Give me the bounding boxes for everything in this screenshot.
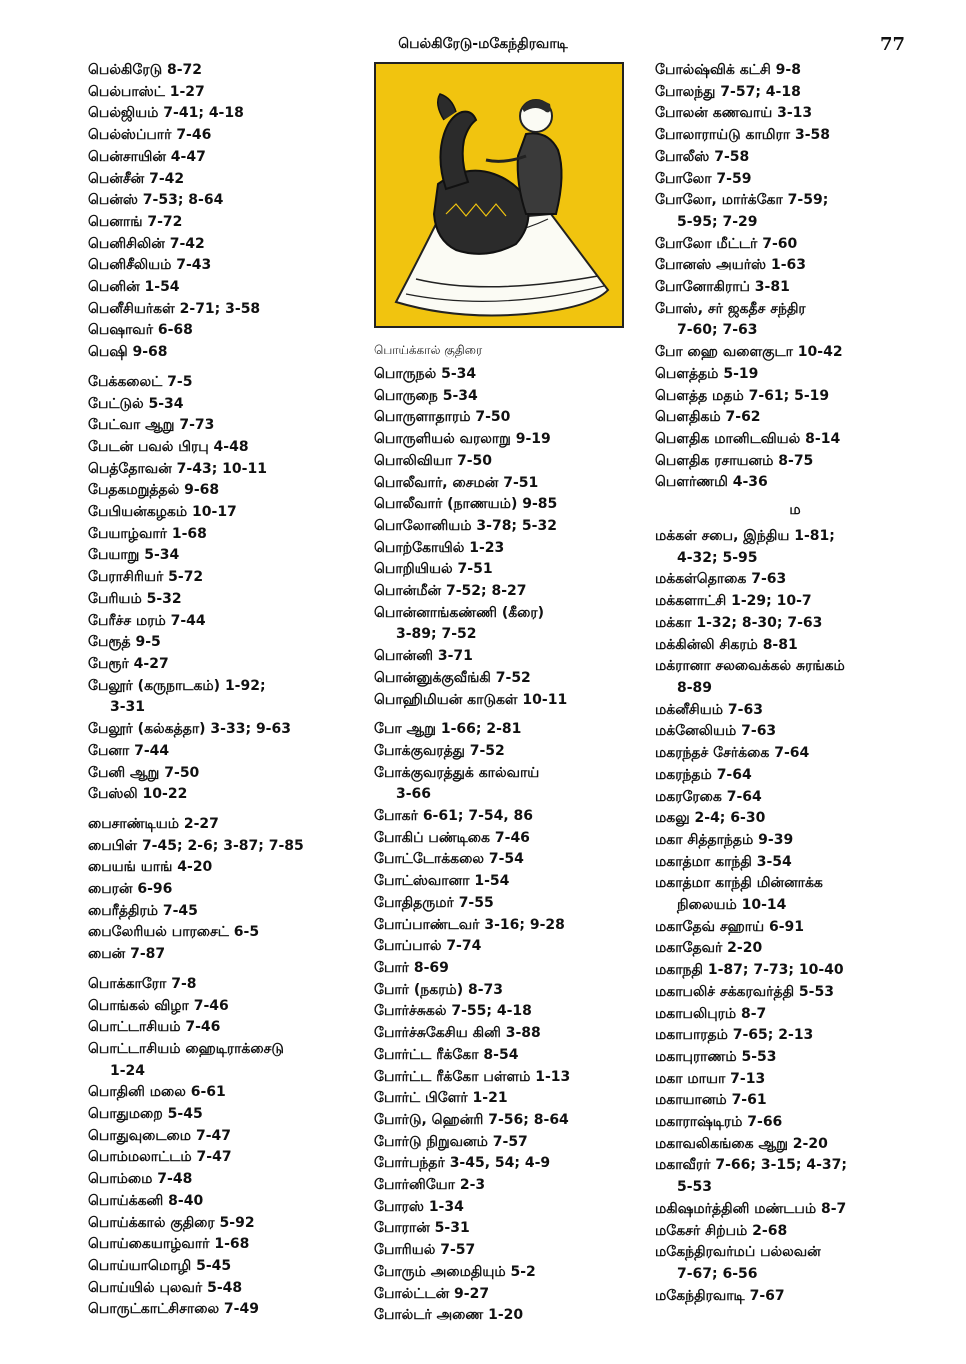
index-entry: பொய்யில் புலவர் 5-48: [88, 1279, 243, 1296]
index-entry: பொதினி மலை 6-61: [88, 1084, 226, 1101]
index-entry: போப்பால் 7-74: [374, 938, 482, 955]
index-entry: பௌதிகம் 7-62: [655, 409, 761, 426]
index-entry: போக்குவரத்துக் கால்வாய்: [374, 764, 540, 781]
index-entry: பைசாண்டியம் 2-27: [88, 815, 219, 832]
index-entry: போர்னியோ 2-3: [374, 1177, 486, 1194]
index-entry: மக்கள்தொகை 7-63: [655, 571, 787, 588]
index-entry: பொலீவார், சைமன் 7-51: [374, 474, 539, 491]
index-entry: பொருநை 5-34: [374, 387, 478, 404]
index-entry: மகரரேகை 7-64: [655, 788, 762, 805]
index-entry: பொற்கோயில் 1-23: [374, 539, 505, 556]
index-entry-continuation: 1-24: [110, 1062, 146, 1079]
index-entry: மகரந்தச் சேர்க்கை 7-64: [655, 745, 810, 762]
index-entry: மகலு 2-4; 6-30: [655, 810, 766, 827]
index-entry: பெனிசீலியம் 7-43: [88, 257, 212, 274]
index-entry: மகாவீரர் 7-66; 3-15; 4-37;: [655, 1157, 848, 1174]
index-entry: பேயாழ்வார் 1-68: [88, 525, 207, 542]
entry-group: [88, 974, 378, 1321]
index-entry: போரியல் 7-57: [374, 1242, 476, 1259]
index-entry: பைன் 7-87: [88, 946, 166, 963]
index-entry: பெல்கிரேடு 8-72: [88, 62, 202, 78]
index-entry: போர்ட்ட ரீக்கோ 8-54: [374, 1046, 519, 1063]
index-entry: போர்டு நிறுவனம் 7-57: [374, 1133, 528, 1150]
index-entry: மகேந்திரவர்மப் பல்லவன்: [655, 1244, 821, 1261]
index-entry: பொய்யாமொழி 5-45: [88, 1257, 232, 1274]
illustration-hobby-horse: [374, 62, 624, 328]
index-entry: பொஹிமியன் காடுகள் 10-11: [374, 691, 568, 708]
index-entry: போனோகிராப் 3-81: [655, 279, 790, 296]
index-entry: பேலூர் (கருநாடகம்) 1-92;: [88, 677, 266, 694]
index-entry: பேரூத் 9-5: [88, 634, 161, 651]
group-gap: [88, 966, 378, 974]
index-entry: போர்ச்சுகல் 7-55; 4-18: [374, 1003, 532, 1020]
index-entry: போக்குவரத்து 7-52: [374, 742, 505, 759]
index-entry: பெனாங் 7-72: [88, 213, 183, 230]
index-entry: பொறியியல் 7-51: [374, 561, 493, 578]
index-entry: மக்கள் சபை, இந்திய 1-81;: [655, 528, 835, 545]
index-entry: பொன்னி 3-71: [374, 648, 473, 665]
index-entry: போலாராய்டு காமிரா 3-58: [655, 127, 831, 144]
index-entry: போ ஆறு 1-66; 2-81: [374, 721, 522, 738]
index-entry: போர்பந்தர் 3-45, 54; 4-9: [374, 1155, 551, 1172]
index-entry: மக்னேலியம் 7-63: [655, 723, 777, 740]
index-entry: மகாராஷ்டிரம் 7-66: [655, 1114, 783, 1131]
index-entry: பௌத்தம் 5-19: [655, 365, 759, 382]
index-entry-continuation: 3-31: [110, 699, 146, 716]
index-entry: பென்சாயின் 4-47: [88, 148, 206, 165]
index-entry: போர் (நகரம்) 8-73: [374, 981, 504, 998]
entry-group: [88, 372, 378, 806]
section-letter-heading: ம: [789, 502, 801, 519]
index-entry: போர்ட்ட ரீக்கோ பள்ளம் 1-13: [374, 1068, 571, 1085]
index-entry: போலீஸ் 7-58: [655, 148, 750, 165]
index-entry: போர்ச்சுகேசிய கினி 3-88: [374, 1025, 541, 1042]
index-entry: மகா மாயா 7-13: [655, 1070, 766, 1087]
index-entry-continuation: 7-60; 7-63: [677, 322, 758, 339]
index-entry: மகிஷமர்த்தினி மண்டபம் 8-7: [655, 1200, 847, 1217]
index-entry: போதிதருமர் 7-55: [374, 894, 494, 911]
index-entry: பௌத்த மதம் 7-61; 5-19: [655, 387, 830, 404]
index-entry: பௌர்ணமி 4-36: [655, 474, 768, 491]
index-entry-continuation: 3-66: [396, 786, 432, 803]
index-entry: பொக்காரோ 7-8: [88, 975, 197, 992]
index-entry: பென்சீன் 7-42: [88, 170, 185, 187]
index-entry: பேனி ஆறு 7-50: [88, 764, 200, 781]
index-column-left: [88, 60, 378, 1321]
index-entry: மகாநதி 1-87; 7-73; 10-40: [655, 962, 844, 979]
index-entry: மகாத்மா காந்தி 3-54: [655, 853, 792, 870]
index-entry: மக்கா 1-32; 8-30; 7-63: [655, 614, 823, 631]
index-entry: பெத்தோவன் 7-43; 10-11: [88, 460, 267, 477]
entry-group: [655, 526, 935, 1307]
index-entry: மக்ரானா சலவைக்கல் சுரங்கம்: [655, 658, 845, 675]
index-entry: பேனா 7-44: [88, 742, 170, 759]
index-entry: பேஸ்லி 10-22: [88, 786, 188, 803]
index-entry: பொம்மை 7-48: [88, 1171, 193, 1188]
index-entry: பேட்வா ஆறு 7-73: [88, 417, 215, 434]
index-entry: போட்டோக்கலை 7-54: [374, 851, 524, 868]
page-number: 77: [880, 34, 906, 55]
index-column-middle: [374, 60, 644, 1327]
index-entry: போல்ஷ்விக் கட்சி 9-8: [655, 62, 801, 78]
index-entry-continuation: 3-89; 7-52: [396, 626, 477, 643]
index-entry: பொதுமறை 5-45: [88, 1106, 203, 1123]
index-entry: மகாதேவ் சஹாய் 6-91: [655, 918, 805, 935]
index-entry: பேடன் பவல் பிரபு 4-48: [88, 438, 249, 455]
entry-group: [88, 60, 378, 364]
index-entry: பென்ஸ் 7-53; 8-64: [88, 192, 224, 209]
index-entry: மகாபலிச் சக்கரவர்த்தி 5-53: [655, 983, 834, 1000]
index-entry: பைலேரியல் பாரசைட் 6-5: [88, 924, 260, 941]
index-entry: போலோ 7-59: [655, 170, 752, 187]
index-entry: பெல்ஸ்ப்பார் 7-46: [88, 127, 212, 144]
index-entry: மகாதேவர் 2-20: [655, 940, 763, 957]
index-entry: பேக்கலைட் 7-5: [88, 373, 193, 390]
index-entry: போலோ மீட்டர் 7-60: [655, 235, 798, 252]
index-entry: போல்ட்டன் 9-27: [374, 1285, 490, 1302]
index-entry: மக்னீசியம் 7-63: [655, 701, 763, 718]
index-entry: பேபியன்கழகம் 10-17: [88, 504, 237, 521]
index-entry: பொருளாதாரம் 7-50: [374, 409, 511, 426]
index-entry-continuation: நிலையம் 10-14: [677, 897, 787, 914]
index-entry: பைரீத்திரம் 7-45: [88, 902, 198, 919]
index-entry: பொய்க்கால் குதிரை 5-92: [88, 1214, 255, 1231]
index-entry: பேரீச்ச மரம் 7-44: [88, 612, 206, 629]
index-entry: பெஷாவர் 6-68: [88, 322, 193, 339]
index-entry: போர்ட் பிளேர் 1-21: [374, 1090, 508, 1107]
index-entry: போ ஹை வளைகுடா 10-42: [655, 344, 843, 361]
index-entry: மகாபாரதம் 7-65; 2-13: [655, 1027, 814, 1044]
index-entry: பேட்டுல் 5-34: [88, 395, 184, 412]
index-entry: பொய்க்கனி 8-40: [88, 1192, 204, 1209]
index-entry: போட்ஸ்வானா 1-54: [374, 873, 510, 890]
entry-group: [655, 60, 935, 494]
index-entry: பொருட்காட்சிசாலை 7-49: [88, 1301, 259, 1318]
index-entry: பொருளியல் வரலாறு 9-19: [374, 431, 551, 448]
index-entry: மகரந்தம் 7-64: [655, 766, 752, 783]
index-entry: பெல்பாஸ்ட் 1-27: [88, 83, 205, 100]
index-entry: பேரியம் 5-32: [88, 590, 182, 607]
index-entry: மக்கின்லி சிகரம் 8-81: [655, 636, 798, 653]
index-entry: போலந்து 7-57; 4-18: [655, 83, 801, 100]
index-column-right: [655, 60, 935, 1307]
group-gap: [374, 711, 644, 719]
index-entry: பொருநல் 5-34: [374, 366, 477, 382]
dancer-illustration: [376, 64, 622, 326]
index-entry: பேராசிரியர் 5-72: [88, 569, 204, 586]
index-entry: போரஸ் 1-34: [374, 1198, 464, 1215]
index-entry: பொட்டாசியம் ஹைடிராக்சைடு: [88, 1040, 284, 1057]
index-entry-continuation: 7-67; 6-56: [677, 1265, 758, 1282]
index-entry-continuation: 5-53: [677, 1179, 713, 1196]
index-entry: பொய்கையாழ்வார் 1-68: [88, 1236, 250, 1253]
index-entry: பேரூர் 4-27: [88, 655, 169, 672]
index-entry: பொன்மீன் 7-52; 8-27: [374, 583, 527, 600]
index-entry: போல்டர் அணை 1-20: [374, 1307, 524, 1324]
index-entry: பௌதிக ரசாயனம் 8-75: [655, 452, 814, 469]
index-entry: பேயாறு 5-34: [88, 547, 180, 564]
index-entry: மகா சித்தாந்தம் 9-39: [655, 831, 794, 848]
index-entry: பெல்ஜியம் 7-41; 4-18: [88, 105, 244, 122]
figure-caption: பொய்க்கால் குதிரை: [374, 343, 483, 357]
index-entry: பெனீசியர்கள் 2-71; 3-58: [88, 300, 261, 317]
index-entry: பொலிவியா 7-50: [374, 452, 493, 469]
index-entry: பைபிள் 7-45; 2-6; 3-87; 7-85: [88, 837, 304, 854]
index-entry: பெஷி 9-68: [88, 344, 168, 361]
index-entry: போகர் 6-61; 7-54, 86: [374, 808, 534, 825]
group-gap: [88, 806, 378, 814]
index-entry: மகாபுராணம் 5-53: [655, 1048, 777, 1065]
running-head: பெல்கிரேடு-மகேந்திரவாடி: [398, 36, 568, 52]
entry-group: [88, 814, 378, 966]
index-entry: பொம்மலாட்டம் 7-47: [88, 1149, 232, 1166]
index-entry: மகாத்மா காந்தி மின்னாக்க: [655, 875, 823, 892]
index-entry: போப்பாண்டவர் 3-16; 9-28: [374, 916, 565, 933]
entry-group: [374, 364, 644, 711]
index-entry: மகேந்திரவாடி 7-67: [655, 1287, 785, 1304]
index-entry: பெனிசிலின் 7-42: [88, 235, 205, 252]
index-entry: பொட்டாசியம் 7-46: [88, 1019, 221, 1036]
index-entry: பேலூர் (கல்கத்தா) 3-33; 9-63: [88, 721, 291, 738]
index-entry: பொலீவார் (நாணயம்) 9-85: [374, 496, 558, 513]
index-entry: பெனின் 1-54: [88, 279, 180, 296]
index-entry: போஸ், சர் ஜகதீச சந்திர: [655, 300, 806, 317]
index-entry: பொன்னுக்குவீங்கி 7-52: [374, 669, 531, 686]
index-entry: போர் 8-69: [374, 959, 449, 976]
index-entry: பொதுவுடைமை 7-47: [88, 1127, 231, 1144]
index-entry: போரும் அமைதியும் 5-2: [374, 1263, 536, 1280]
index-entry: மக்களாட்சி 1-29; 10-7: [655, 593, 812, 610]
index-entry: பொன்னாங்கண்ணி (கீரை): [374, 604, 545, 621]
index-entry: போர்டு, ஹென்ரி 7-56; 8-64: [374, 1111, 569, 1128]
index-entry: போரான் 5-31: [374, 1220, 470, 1237]
index-entry: மகாயானம் 7-61: [655, 1092, 767, 1109]
index-entry: போகிப் பண்டிகை 7-46: [374, 829, 530, 846]
index-entry: மகாவலிகங்கை ஆறு 2-20: [655, 1135, 828, 1152]
index-entry-continuation: 8-89: [677, 679, 713, 696]
index-entry: போலன் கணவாய் 3-13: [655, 105, 813, 122]
index-entry: போனஸ் அயர்ஸ் 1-63: [655, 257, 806, 274]
entry-group: [374, 719, 644, 1327]
index-entry-continuation: 4-32; 5-95: [677, 549, 758, 566]
index-entry: பொங்கல் விழா 7-46: [88, 997, 229, 1014]
index-entry: பௌதிக மானிடவியல் 8-14: [655, 430, 841, 447]
index-entry: பொலோனியம் 3-78; 5-32: [374, 517, 557, 534]
index-entry-continuation: 5-95; 7-29: [677, 213, 758, 230]
index-entry: பையங் யாங் 4-20: [88, 859, 213, 876]
index-entry: மகாபலிபுரம் 8-7: [655, 1005, 767, 1022]
index-entry: மகேசர் சிற்பம் 2-68: [655, 1222, 788, 1239]
index-entry: பைரன் 6-96: [88, 881, 173, 898]
group-gap: [88, 364, 378, 372]
index-entry: பேதகமறுத்தல் 9-68: [88, 482, 220, 499]
index-entry: போலோ, மார்க்கோ 7-59;: [655, 192, 829, 209]
